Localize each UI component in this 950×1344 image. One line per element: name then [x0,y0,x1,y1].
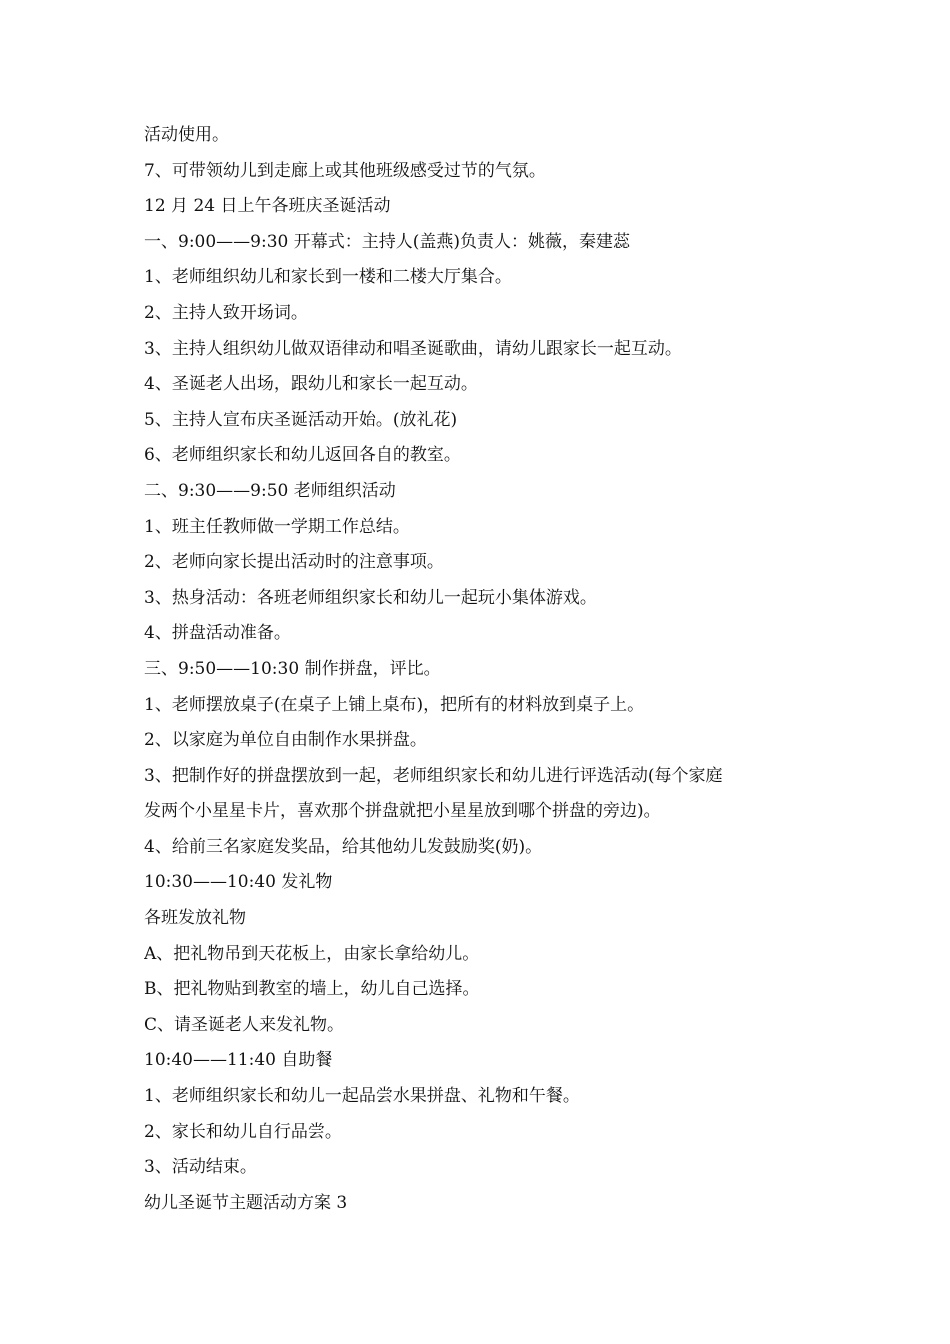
section-heading: 10:40——11:40 自助餐 [144,1050,333,1071]
document-body [144,118,824,1221]
text-line: 7、可带领幼儿到走廊上或其他班级感受过节的气氛。 [144,160,546,181]
text-line: 3、把制作好的拼盘摆放到一起，老师组织家长和幼儿进行评选活动(每个家庭 [144,765,723,786]
section-heading: 一、9:00——9:30 开幕式：主持人(盖燕)负责人：姚薇，秦建蕊 [144,231,631,252]
section-heading: 二、9:30——9:50 老师组织活动 [144,480,396,501]
section-heading: 三、9:50——10:30 制作拼盘，评比。 [144,658,441,679]
text-line: B、把礼物贴到教室的墙上，幼儿自己选择。 [144,979,480,1000]
text-line: 1、班主任教师做一学期工作总结。 [144,516,410,537]
section-heading: 10:30——10:40 发礼物 [144,872,333,893]
text-line: 2、老师向家长提出活动时的注意事项。 [144,552,444,573]
text-line: 发两个小星星卡片，喜欢那个拼盘就把小星星放到哪个拼盘的旁边)。 [144,801,661,822]
text-line: 4、拼盘活动准备。 [144,623,291,644]
text-line: 各班发放礼物 [144,908,246,929]
text-line: 2、以家庭为单位自由制作水果拼盘。 [144,730,427,751]
text-line: 5、主持人宣布庆圣诞活动开始。(放礼花) [144,409,458,430]
text-line: A、把礼物吊到天花板上，由家长拿给幼儿。 [144,943,480,964]
text-line: 4、圣诞老人出场，跟幼儿和家长一起互动。 [144,374,478,395]
text-line: 6、老师组织家长和幼儿返回各自的教室。 [144,445,461,466]
text-line: 1、老师摆放桌子(在桌子上铺上桌布)，把所有的材料放到桌子上。 [144,694,645,715]
section-heading: 幼儿圣诞节主题活动方案 3 [144,1192,348,1213]
text-line: 3、活动结束。 [144,1157,257,1178]
text-line: 1、老师组织幼儿和家长到一楼和二楼大厅集合。 [144,267,512,288]
text-line: 活动使用。 [144,125,229,145]
text-line: 1、老师组织家长和幼儿一起品尝水果拼盘、礼物和午餐。 [144,1086,580,1107]
text-line: 2、主持人致开场词。 [144,302,308,323]
text-line: 3、热身活动：各班老师组织家长和幼儿一起玩小集体游戏。 [144,587,597,608]
text-line: 2、家长和幼儿自行品尝。 [144,1121,342,1142]
text-line: C、请圣诞老人来发礼物。 [144,1014,345,1035]
text-line: 3、主持人组织幼儿做双语律动和唱圣诞歌曲，请幼儿跟家长一起互动。 [144,338,682,359]
text-line: 4、给前三名家庭发奖品，给其他幼儿发鼓励奖(奶)。 [144,836,543,857]
section-heading: 12 月 24 日上午各班庆圣诞活动 [144,196,391,217]
